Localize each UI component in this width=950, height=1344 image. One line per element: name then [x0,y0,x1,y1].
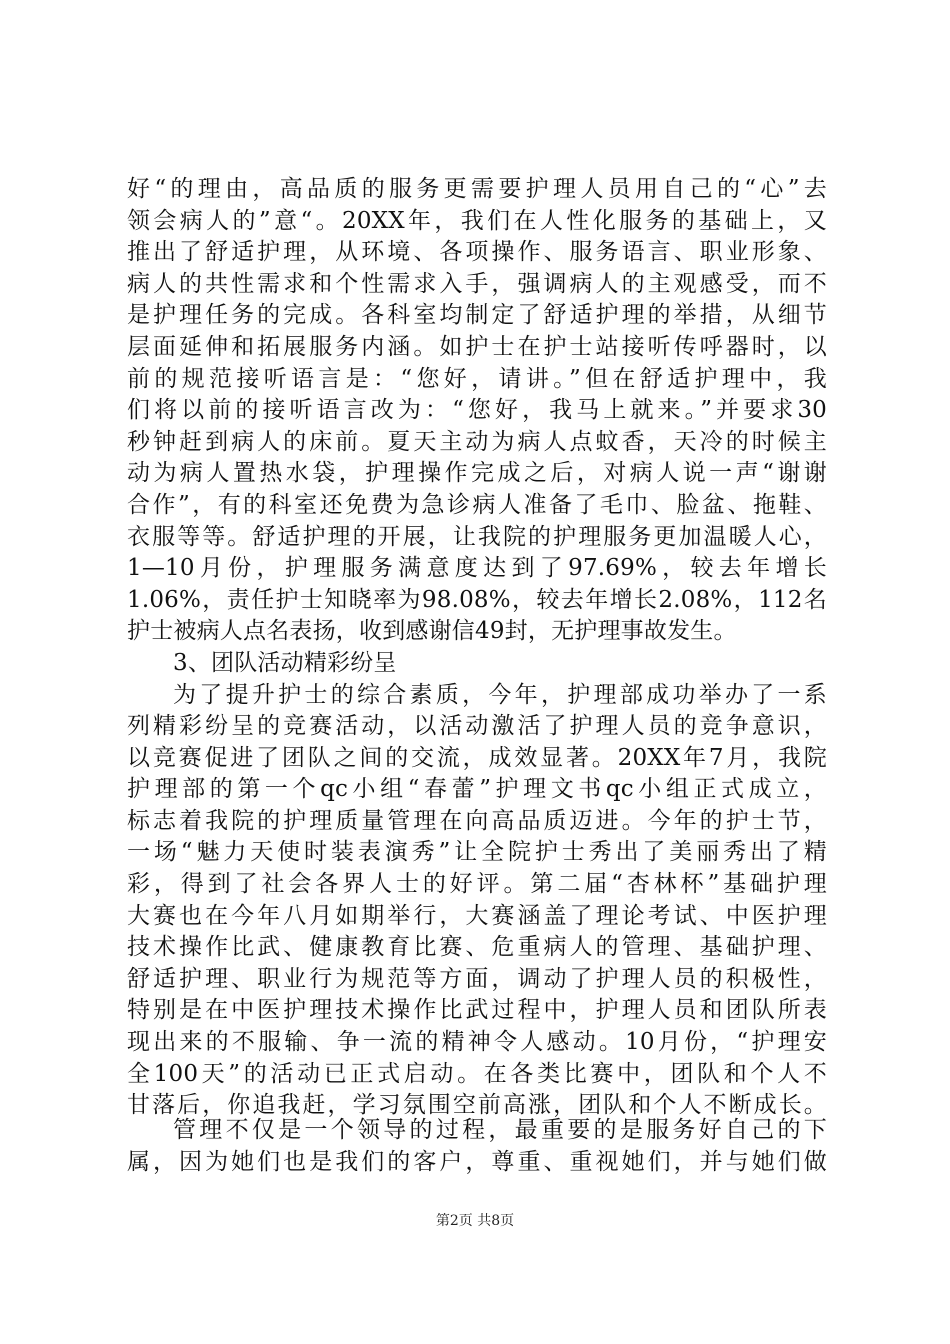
text-line: 甘落后，你追我赶，学习氛围空前高涨，团队和个人不断成长。 [127,1092,827,1119]
text-line: 是护理任务的完成。各科室均制定了舒适护理的举措，从细节 [127,302,827,329]
section-heading: 3、团队活动精彩纷呈 [173,649,397,676]
text-line: 衣服等等。舒适护理的开展，让我院的护理服务更加温暖人心， [127,523,827,550]
text-line: 特别是在中医护理技术操作比武过程中，护理人员和团队所表 [127,997,827,1024]
page-number-footer: 第2页 共8页 [435,1213,515,1229]
text-line: 大赛也在今年八月如期举行，大赛涵盖了理论考试、中医护理 [127,902,827,929]
text-line: 列精彩纷呈的竞赛活动，以活动激活了护理人员的竞争意识， [127,713,827,740]
text-line: 领会病人的”意“。20XX年，我们在人性化服务的基础上，又 [127,207,827,234]
text-line: 好“的理由，高品质的服务更需要护理人员用自己的“心”去 [127,176,827,202]
text-line: 彩，得到了社会各界人士的好评。第二届“杏林杯”基础护理 [127,871,827,898]
text-line: 推出了舒适护理，从环境、各项操作、服务语言、职业形象、 [127,239,827,266]
text-line: 属，因为她们也是我们的客户，尊重、重视她们，并与她们做 [127,1148,827,1175]
text-line: 前的规范接听语言是：“您好，请讲。”但在舒适护理中，我 [127,365,827,392]
text-line: 1.06%，责任护士知晓率为98.08%，较去年增长2.08%，112名 [127,586,827,613]
text-line: 现出来的不服输、争一流的精神令人感动。10月份，“护理安 [127,1029,827,1056]
text-line: 以竞赛促进了团队之间的交流，成效显著。20XX年7月，我院 [127,744,827,771]
text-line: 一场“魅力天使时装表演秀”让全院护士秀出了美丽秀出了精 [127,839,827,866]
text-line: 们将以前的接听语言改为：“您好，我马上就来。”并要求30 [127,397,827,424]
text-line: 层面延伸和拓展服务内涵。如护士在护士站接听传呼器时，以 [127,333,827,360]
text-line: 管理不仅是一个领导的过程，最重要的是服务好自己的下 [173,1117,827,1143]
body-text-section-1 [127,174,827,1122]
text-line: 技术操作比武、健康教育比赛、危重病人的管理、基础护理、 [127,934,827,961]
text-line: 护理部的第一个qc小组“春蕾”护理文书qc小组正式成立， [127,776,827,803]
text-line: 合作”，有的科室还免费为急诊病人准备了毛巾、脸盆、拖鞋、 [127,491,827,518]
body-text-section-2 [127,1115,827,1178]
text-line: 标志着我院的护理质量管理在向高品质迈进。今年的护士节， [127,807,827,834]
text-line: 1—10月份，护理服务满意度达到了97.69%，较去年增长 [127,555,827,582]
text-line: 全100天”的活动已正式启动。在各类比赛中，团队和个人不 [127,1060,827,1087]
text-line: 秒钟赶到病人的床前。夏天主动为病人点蚊香，天冷的时候主 [127,428,827,455]
text-line: 舒适护理、职业行为规范等方面，调动了护理人员的积极性， [127,965,827,992]
text-line: 病人的共性需求和个性需求入手，强调病人的主观感受，而不 [127,270,827,297]
text-line: 为了提升护士的综合素质，今年，护理部成功举办了一系 [173,681,827,708]
text-line: 护士被病人点名表扬，收到感谢信49封，无护理事故发生。 [127,618,737,645]
text-line: 动为病人置热水袋，护理操作完成之后，对病人说一声“谢谢 [127,460,827,487]
